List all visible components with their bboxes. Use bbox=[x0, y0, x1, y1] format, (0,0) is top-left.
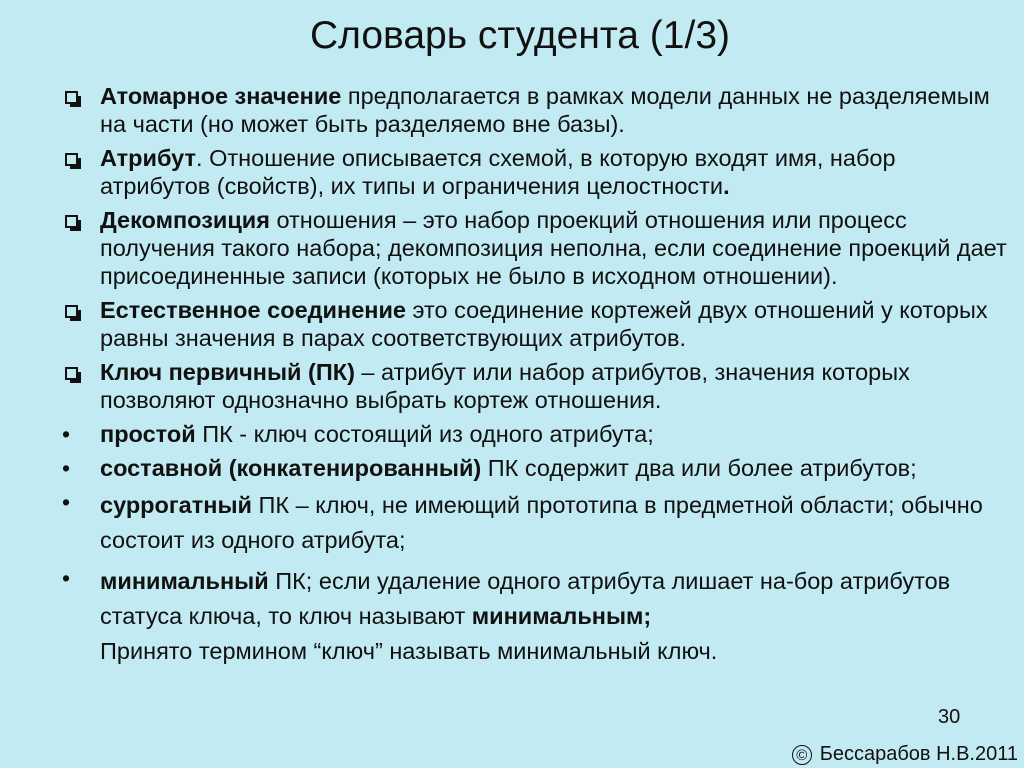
footer bbox=[792, 743, 1018, 766]
author: Бессарабов Н.В.2011 bbox=[819, 743, 1018, 765]
term: минимальный bbox=[100, 568, 269, 594]
checkbox-bullet-icon bbox=[65, 215, 78, 228]
bullet-dot-icon: • bbox=[62, 565, 71, 591]
bullet-item bbox=[62, 420, 1012, 448]
term: составной (конкатенированный) bbox=[100, 455, 482, 481]
term: Атомарное значение bbox=[100, 83, 342, 109]
list-item bbox=[62, 296, 1012, 352]
definition: ПК - ключ состоящий из одного атрибута; bbox=[195, 421, 654, 447]
checkbox-bullet-icon bbox=[65, 91, 78, 104]
term: простой bbox=[100, 421, 196, 447]
bullet-dot-icon: • bbox=[62, 455, 71, 481]
definition: ПК – ключ, не имеющий прототипа в предметной области; обычно состоит из одного атрибута; bbox=[100, 492, 983, 553]
list-item bbox=[62, 82, 1012, 138]
slide-number: 30 bbox=[938, 706, 961, 728]
checkbox-bullet-icon bbox=[65, 153, 78, 166]
bullet-item bbox=[62, 454, 1012, 482]
list-item bbox=[62, 144, 1012, 200]
list-item bbox=[62, 358, 1012, 414]
definition: – атрибут или набор атрибутов, значения которых позволяют однозначно выбрать кортеж отношения. bbox=[100, 359, 910, 413]
list-item bbox=[62, 206, 1012, 290]
definition: это соединение кортежей двух отношений у которых равны значения в парах соответствующих атрибутов. bbox=[100, 297, 988, 351]
definition: отношения – это набор проекций отношения или процесс получения такого набора; декомпозиция неполна, если соединение проекций дает присоединенные записи (которых не было в исходном отношении). bbox=[100, 207, 1007, 289]
slide-title: Словарь студента (1/3) bbox=[310, 14, 730, 57]
note: Принято термином “ключ” называть минимальный ключ. bbox=[100, 638, 718, 664]
definition: предполагается в рамках модели данных не разделяемым на части (но может быть разделяемо вне базы). bbox=[100, 83, 990, 137]
term: суррогатный bbox=[100, 492, 252, 518]
definition: ПК; если удаление одного атрибута лишает на-бор атрибутов статуса ключа, то ключ называют bbox=[100, 568, 951, 629]
bullet-dot-icon: • bbox=[62, 421, 71, 447]
term: Атрибут bbox=[100, 145, 197, 171]
content-list bbox=[62, 82, 1012, 675]
copyright-icon: © bbox=[792, 745, 812, 765]
checkbox-bullet-icon bbox=[65, 367, 78, 380]
bullet-item bbox=[62, 488, 1012, 558]
definition: . Отношение описывается схемой, в которую входят имя, набор атрибутов (свойств), их типы и ограничения целостности bbox=[100, 145, 896, 199]
term-emphasis: минимальным; bbox=[471, 603, 652, 629]
bullet-item bbox=[62, 564, 1012, 669]
term: Естественное соединение bbox=[100, 297, 406, 323]
bullet-dot-icon: • bbox=[62, 489, 71, 515]
definition: ПК содержит два или более атрибутов; bbox=[481, 455, 917, 481]
term: Ключ первичный (ПК) bbox=[100, 359, 355, 385]
definition-tail: . bbox=[723, 173, 730, 199]
checkbox-bullet-icon bbox=[65, 305, 78, 318]
term: Декомпозиция bbox=[100, 207, 270, 233]
